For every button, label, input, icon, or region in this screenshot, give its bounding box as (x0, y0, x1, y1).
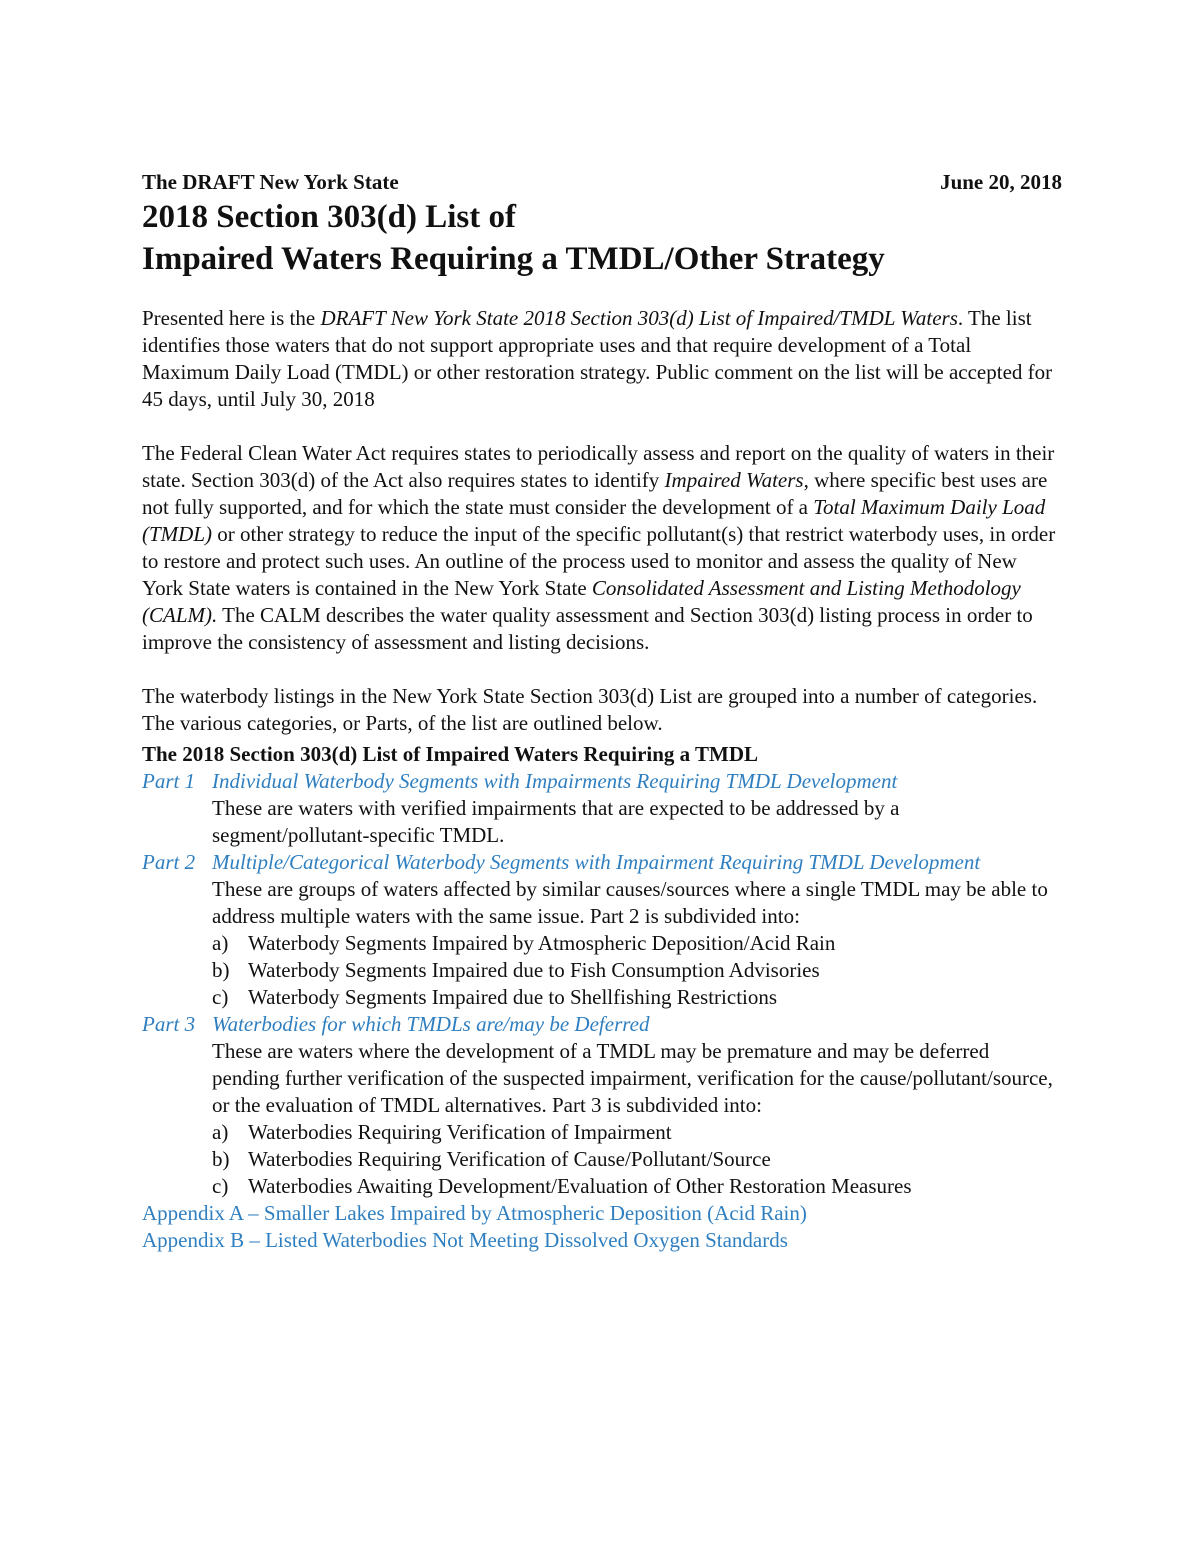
appendix-b-link[interactable]: Appendix B – Listed Waterbodies Not Meeting Dissolved Oxygen Standards (142, 1228, 788, 1252)
list-item-letter: c) (212, 985, 229, 1009)
list-item (212, 957, 1062, 984)
list-item (212, 1146, 1062, 1173)
part-2-section (142, 849, 1062, 1011)
document-header (142, 168, 1062, 196)
background-text-1: The Federal Clean Water Act requires states to periodically assess and report on the quality of waters in their state. Section 303(d) of the Act also requires states to identify (142, 441, 1055, 492)
part-1-description: These are waters with verified impairments that are expected to be addressed by a segment/pollutant-specific TMDL. (212, 796, 900, 847)
list-item (212, 1173, 1062, 1200)
appendix-a-link[interactable]: Appendix A – Smaller Lakes Impaired by Atmospheric Deposition (Acid Rain) (142, 1201, 807, 1225)
list-item-text: Waterbody Segments Impaired due to Shellfishing Restrictions (248, 985, 778, 1009)
list-item-letter: b) (212, 1147, 230, 1171)
part-1-link[interactable] (142, 768, 1062, 795)
header-label: The DRAFT New York State (142, 170, 399, 194)
part-1-title: Individual Waterbody Segments with Impairments Requiring TMDL Development (212, 769, 898, 793)
part-2-title: Multiple/Categorical Waterbody Segments with Impairment Requiring TMDL Development (212, 850, 981, 874)
document-title (142, 196, 1062, 280)
list-item (212, 984, 1062, 1011)
list-item-letter: b) (212, 958, 230, 982)
list-item-letter: c) (212, 1174, 229, 1198)
list-item-text: Waterbodies Requiring Verification of Cause/Pollutant/Source (248, 1147, 771, 1171)
background-impaired-waters: Impaired Waters (664, 468, 804, 492)
part-3-description: These are waters where the development of a TMDL may be premature and may be deferred pending further verification of the suspected impairment, verification for the cause/pollutant/source, or the evaluation of TMDL alternatives. Part 3 is subdivided into: (212, 1039, 1053, 1117)
list-item-text: Waterbody Segments Impaired by Atmospheric Deposition/Acid Rain (248, 931, 836, 955)
part-3-section (142, 1011, 1062, 1200)
list-item (212, 930, 1062, 957)
list-item-text: Waterbodies Awaiting Development/Evaluation of Other Restoration Measures (248, 1174, 912, 1198)
background-tmdl: Total Maximum Daily Load (TMDL) (142, 495, 1046, 546)
document-page (142, 168, 1062, 1254)
list-heading: The 2018 Section 303(d) List of Impaired Waters Requiring a TMDL (142, 742, 759, 766)
background-calm: Consolidated Assessment and Listing Methodology (CALM). (142, 576, 1021, 627)
list-item-letter: a) (212, 1120, 229, 1144)
title-line-1: 2018 Section 303(d) List of (142, 199, 516, 235)
background-text-2: , where specific best uses are not fully supported, and for which the state must consider the development of a (142, 468, 1048, 519)
categories-paragraph: The waterbody listings in the New York State Section 303(d) List are grouped into a number of categories. The various categories, or Parts, of the list are outlined below. (142, 684, 1038, 735)
list-item-letter: a) (212, 931, 229, 955)
list-item-text: Waterbodies Requiring Verification of Impairment (248, 1120, 672, 1144)
part-1-number: Part 1 (142, 769, 196, 793)
part-1-section (142, 768, 1062, 849)
intro-text-1: Presented here is the (142, 306, 321, 330)
background-paragraph (142, 440, 1062, 656)
part-3-subdivisions (212, 1119, 1062, 1200)
background-text-4: The CALM describes the water quality assessment and Section 303(d) listing process in order to improve the consistency of assessment and listing decisions. (142, 603, 1033, 654)
part-3-number: Part 3 (142, 1012, 196, 1036)
part-2-number: Part 2 (142, 850, 196, 874)
intro-list-name: DRAFT New York State 2018 Section 303(d) List of Impaired/TMDL Waters (320, 306, 958, 330)
intro-paragraph (142, 305, 1062, 413)
intro-text-2: . The list identifies those waters that do not support appropriate uses and that require development of a Total Maximum Daily Load (TMDL) or other restoration strategy. Public comment on the list will be accepted for 45 days, until July 30, 2018 (142, 306, 1053, 411)
part-2-subdivisions (212, 930, 1062, 1011)
title-line-2: Impaired Waters Requiring a TMDL/Other Strategy (142, 241, 885, 277)
part-3-link[interactable] (142, 1011, 1062, 1038)
background-text-3: or other strategy to reduce the input of the specific pollutant(s) that restrict waterbody uses, in order to restore and protect such uses. An outline of the process used to monitor and assess the quality of New York State waters is contained in the New York State (142, 522, 1056, 600)
part-3-title: Waterbodies for which TMDLs are/may be Deferred (212, 1012, 650, 1036)
header-date: June 20, 2018 (940, 170, 1062, 194)
list-item (212, 1119, 1062, 1146)
part-2-link[interactable] (142, 849, 1062, 876)
list-item-text: Waterbody Segments Impaired due to Fish Consumption Advisories (248, 958, 820, 982)
part-2-description: These are groups of waters affected by similar causes/sources where a single TMDL may be able to address multiple waters with the same issue. Part 2 is subdivided into: (212, 877, 1048, 928)
